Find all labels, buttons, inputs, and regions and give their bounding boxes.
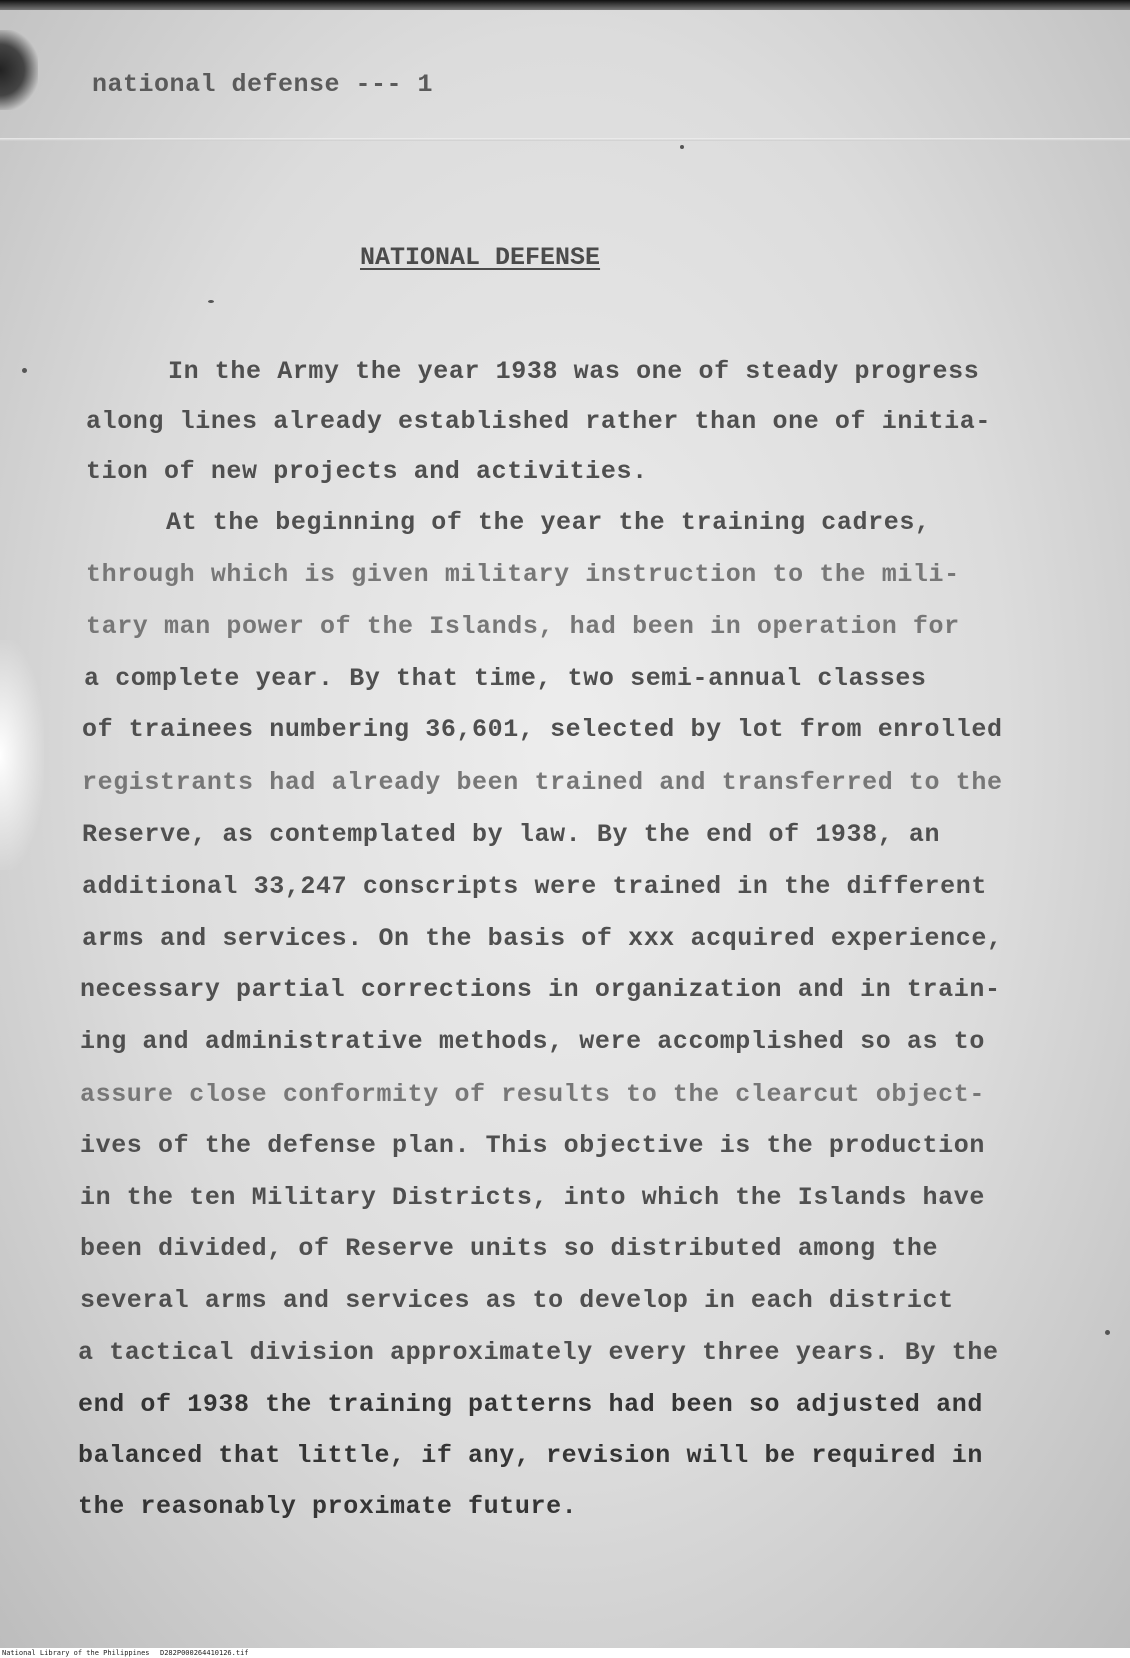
footer-file-id: D282P000264410126.tif xyxy=(160,1649,249,1657)
footer-library: National Library of the Philippines xyxy=(2,1649,150,1657)
text-line: ing and administrative methods, were accomplished so as to xyxy=(80,1027,985,1056)
text-line: registrants had already been trained and transferred to the xyxy=(82,768,1003,797)
text-line: been divided, of Reserve units so distributed among the xyxy=(80,1234,939,1263)
text-line: additional 33,247 conscripts were trained in the different xyxy=(82,872,987,901)
text-line: several arms and services as to develop in each district xyxy=(80,1286,954,1315)
text-line: along lines already established rather than one of initia- xyxy=(86,407,991,436)
text-line: arms and services. On the basis of xxx acquired experience, xyxy=(82,924,1003,953)
text-line: At the beginning of the year the training cadres, xyxy=(166,508,931,537)
text-line: end of 1938 the training patterns had been so adjusted and xyxy=(78,1390,983,1419)
text-line: Reserve, as contemplated by law. By the end of 1938, an xyxy=(82,820,941,849)
scan-speck xyxy=(22,368,27,373)
text-line: assure close conformity of results to the clearcut object- xyxy=(80,1080,985,1109)
text-line: In the Army the year 1938 was one of steady progress xyxy=(168,357,980,386)
text-line: a tactical division approximately every three years. By the xyxy=(78,1338,999,1367)
text-line: in the ten Military Districts, into which the Islands have xyxy=(80,1183,985,1212)
scan-speck xyxy=(1105,1330,1110,1335)
text-line: tion of new projects and activities. xyxy=(86,457,648,486)
running-head: national defense --- 1 xyxy=(92,70,434,99)
text-line: necessary partial corrections in organization and in train- xyxy=(80,975,1001,1004)
text-line: of trainees numbering 36,601, selected by lot from enrolled xyxy=(82,715,1003,744)
text-line: tary man power of the Islands, had been in operation for xyxy=(86,612,960,641)
text-line: ives of the defense plan. This objective is the production xyxy=(80,1131,985,1160)
page-title: NATIONAL DEFENSE xyxy=(360,243,601,272)
text-line: through which is given military instruction to the mili- xyxy=(86,560,960,589)
text-line: balanced that little, if any, revision will be required in xyxy=(78,1441,983,1470)
scan-speck xyxy=(680,145,684,149)
text-line: the reasonably proximate future. xyxy=(78,1492,578,1521)
scan-speck xyxy=(208,300,214,303)
text-line: a complete year. By that time, two semi-annual classes xyxy=(84,664,927,693)
